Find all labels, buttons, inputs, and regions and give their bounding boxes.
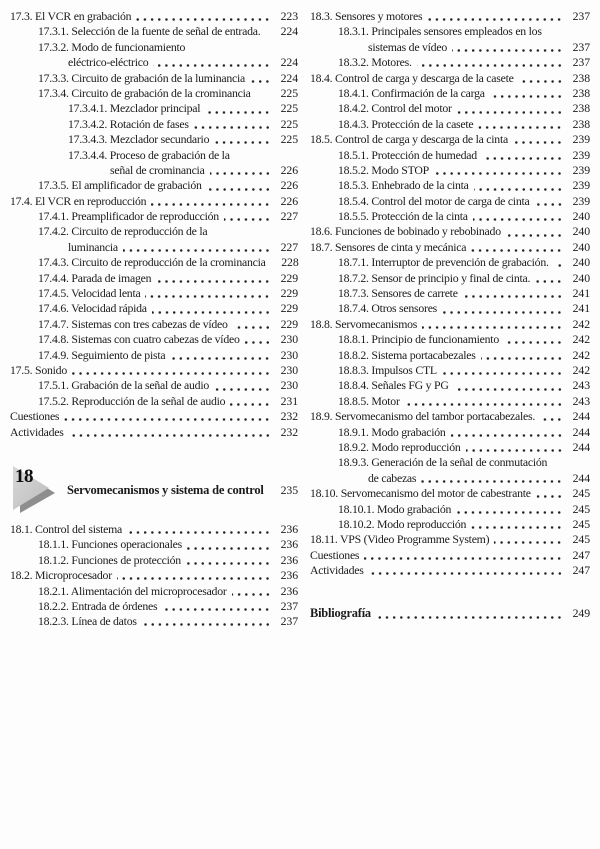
toc-entry-page: 244 (572, 424, 590, 439)
toc-entry-page: 242 (572, 316, 590, 331)
toc-entry-text: 17.3.4.4. Proceso de grabación de la (68, 147, 230, 162)
toc-entry-page: 237 (280, 598, 298, 613)
toc-entry-text: Bibliografía (310, 606, 371, 621)
toc-entry (10, 378, 298, 393)
toc-left-column (10, 9, 298, 849)
toc-entry-page: 238 (572, 85, 590, 100)
toc-entry (10, 537, 298, 552)
toc-entry (310, 409, 590, 424)
leader-dots-icon (151, 194, 272, 209)
toc-entry-page: 245 (572, 501, 590, 516)
toc-entry (310, 24, 590, 39)
toc-entry (310, 240, 590, 255)
leader-dots-icon (554, 255, 564, 270)
toc-entry-page: 226 (280, 162, 298, 177)
leader-dots-icon (145, 286, 272, 301)
toc-entry-text: sistemas de vídeo (368, 39, 447, 54)
toc-entry-text: 18.1. Control del sistema (10, 521, 123, 536)
leader-dots-icon (194, 117, 272, 132)
toc-entry-page: 225 (280, 116, 298, 131)
toc-entry-page: 224 (280, 70, 298, 85)
toc-entry (310, 255, 590, 270)
toc-entry-text: 17.5.2. Reproducción de la señal de audio (38, 393, 226, 408)
toc-entry (310, 563, 590, 578)
toc-entry-text: 17.4.1. Preamplificador de reproducción (38, 209, 219, 224)
leader-dots-icon (478, 117, 564, 132)
leader-dots-icon (519, 71, 564, 86)
toc-entry-text: 18.3.2. Motores. (338, 55, 412, 70)
chapter-title: Servomecanismos y sistema de control (67, 482, 264, 497)
toc-entry (10, 117, 298, 132)
toc-entry (10, 348, 298, 363)
toc-entry-page: 225 (280, 132, 298, 147)
leader-dots-icon (473, 209, 564, 224)
toc-entry-page: 237 (572, 9, 590, 23)
toc-entry (310, 209, 590, 224)
toc-entry-text: 17.4.6. Velocidad rápida (38, 301, 147, 316)
toc-entry-page: 247 (572, 563, 590, 578)
toc-entry-text: de cabezas (368, 470, 417, 485)
chapter-triangle-icon (10, 465, 56, 513)
toc-entry-page: 225 (280, 101, 298, 116)
toc-entry-page: 237 (280, 614, 298, 629)
chapter-page: 235 (280, 482, 298, 497)
leader-dots-icon (452, 40, 564, 55)
toc-entry (310, 148, 590, 163)
toc-entry (310, 517, 590, 532)
leader-dots-icon (471, 517, 564, 532)
toc-entry-page: 243 (572, 393, 590, 408)
toc-entry (10, 40, 298, 55)
toc-entry (10, 614, 298, 629)
toc-entry (10, 55, 298, 70)
toc-entry (10, 71, 298, 86)
leader-dots-icon (64, 409, 272, 424)
leader-dots-icon (466, 440, 564, 455)
leader-dots-icon (256, 86, 272, 101)
toc-entry-text: 17.3.3. Circuito de grabación de la luminancia (38, 70, 246, 85)
leader-dots-icon (369, 563, 564, 578)
toc-entry-page: 239 (572, 132, 590, 147)
toc-entry (10, 255, 298, 270)
toc-entry-page: 240 (572, 270, 590, 285)
toc-entry (10, 101, 298, 116)
toc-entry (310, 348, 590, 363)
toc-entry-text: 18.9.1. Modo grabación (338, 424, 446, 439)
toc-entry-text: 17.3.4.2. Rotación de fases (68, 116, 189, 131)
leader-dots-icon (405, 394, 564, 409)
toc-entry-text: 17.4.9. Seguimiento de pista (38, 347, 166, 362)
leader-dots-icon (376, 606, 564, 621)
leader-dots-icon (214, 132, 272, 147)
toc-entry-page: 239 (572, 147, 590, 162)
toc-entry (310, 286, 590, 301)
toc-entry (310, 440, 590, 455)
toc-entry (10, 224, 298, 239)
toc-entry-page: 245 (572, 532, 590, 547)
leader-dots-icon (265, 24, 272, 39)
toc-entry-text: 17.4.3. Circuito de reproducción de la crominancia (38, 255, 266, 270)
toc-entry-text: 17.3.1. Selección de la fuente de señal de entrada. (38, 24, 261, 39)
toc-entry (310, 9, 590, 24)
toc-entry-text: 18.2.2. Entrada de órdenes (38, 598, 158, 613)
leader-dots-icon (451, 425, 564, 440)
toc-entry (10, 209, 298, 224)
toc-entry (10, 553, 298, 568)
toc-entry-page: 232 (280, 409, 298, 424)
toc-entry-page: 230 (280, 362, 298, 377)
toc-entry (10, 301, 298, 316)
toc-entry-text: 18.4.1. Confirmación de la carga (338, 85, 485, 100)
leader-dots-icon (442, 301, 564, 316)
leader-dots-icon (142, 614, 272, 629)
toc-entry-text: 18.4.3. Protección de la casete (338, 116, 474, 131)
toc-entry-text: 18.5.4. Control del motor de carga de cinta (338, 193, 530, 208)
toc-entry (10, 599, 298, 614)
toc-entry (310, 471, 590, 486)
toc-entry-page: 227 (280, 209, 298, 224)
toc-entry (10, 317, 298, 332)
leader-dots-icon (474, 178, 564, 193)
leader-dots-icon (205, 101, 272, 116)
leader-dots-icon (210, 163, 272, 178)
leader-dots-icon (536, 486, 564, 501)
toc-entry-page: 236 (280, 521, 298, 536)
toc-entry-page: 243 (572, 378, 590, 393)
toc-entry-page: 226 (280, 193, 298, 208)
column-spacer (310, 578, 590, 606)
toc-entry (310, 548, 590, 563)
toc-entry (310, 55, 590, 70)
toc-entry-text: 18.10. Servomecanismo del motor de cabestrante (310, 486, 531, 501)
toc-entry-page: 241 (572, 301, 590, 316)
toc-entry (310, 194, 590, 209)
leader-dots-icon (232, 584, 272, 599)
toc-entry-text: 18.2.1. Alimentación del microprocesador (38, 583, 227, 598)
toc-entry-text: 17.4. El VCR en reproducción (10, 193, 147, 208)
toc-entry-text: 18.10.1. Modo grabación (338, 501, 452, 516)
toc-entry-page: 236 (280, 537, 298, 552)
toc-entry (310, 86, 590, 101)
leader-dots-icon (540, 409, 564, 424)
toc-entry (10, 522, 298, 537)
toc-entry-text: 17.3.4.3. Mezclador secundario (68, 132, 210, 147)
toc-entry-page: 245 (572, 516, 590, 531)
toc-entry-text: Actividades (10, 424, 64, 439)
leader-dots-icon (454, 378, 564, 393)
chapter-heading (10, 465, 298, 513)
toc-right-column (310, 9, 590, 849)
toc-entry-text: 17.3.2. Modo de funcionamiento (38, 39, 186, 54)
toc-entry (10, 9, 298, 24)
toc-entry (10, 332, 298, 347)
toc-entry (310, 301, 590, 316)
leader-dots-icon (417, 55, 564, 70)
toc-entry-page: 244 (572, 470, 590, 485)
toc-entry (10, 86, 298, 101)
toc-entry (10, 178, 298, 193)
toc-entry-text: Cuestiones (10, 409, 60, 424)
leader-dots-icon (156, 271, 272, 286)
leader-dots-icon (72, 363, 272, 378)
toc-entry-text: 18.11. VPS (Video Programme System) (310, 532, 490, 547)
leader-dots-icon (127, 522, 272, 537)
toc-entry-text: 18.4.2. Control del motor (338, 101, 452, 116)
leader-dots-icon (170, 348, 272, 363)
toc-entry-text: 18.5.2. Modo STOP (338, 162, 429, 177)
toc-entry-text: 18.7.4. Otros sensores (338, 301, 438, 316)
toc-entry-page: 229 (280, 270, 298, 285)
toc-entry-text: Cuestiones (310, 547, 360, 562)
toc-entry-text: 18.7. Sensores de cinta y mecánica (310, 239, 467, 254)
leader-dots-icon (504, 332, 564, 347)
toc-entry-text: 18.10.2. Modo reproducción (338, 516, 467, 531)
chapter-number: 18 (15, 465, 33, 487)
toc-entry (310, 71, 590, 86)
leader-dots-icon (494, 532, 564, 547)
toc-entry-text: 17.3.4. Circuito de grabación de la crominancia (38, 85, 251, 100)
toc-entry-text: 18.2.3. Línea de datos (38, 614, 137, 629)
leader-dots-icon (535, 271, 564, 286)
toc-entry-text: 18.5. Control de carga y descarga de la cinta (310, 132, 508, 147)
toc-entry-page: 240 (572, 209, 590, 224)
toc-entry-page: 223 (280, 9, 298, 23)
toc-entry (310, 40, 590, 55)
leader-dots-icon (457, 101, 564, 116)
toc-entry-page: 236 (280, 583, 298, 598)
leader-dots-icon (224, 209, 272, 224)
toc-entry-page: 229 (280, 286, 298, 301)
toc-entry-text: 17.3.5. El amplificador de grabación (38, 178, 202, 193)
toc-entry (310, 378, 590, 393)
toc-entry-page: 242 (572, 362, 590, 377)
leader-dots-icon (456, 502, 564, 517)
toc-entry (10, 148, 298, 163)
toc-entry (310, 502, 590, 517)
leader-dots-icon (250, 71, 272, 86)
toc-entry (310, 132, 590, 147)
leader-dots-icon (421, 471, 564, 486)
leader-dots-icon (463, 286, 564, 301)
toc-entry (10, 363, 298, 378)
toc-entry (10, 568, 298, 583)
toc-entry-page: 237 (572, 55, 590, 70)
toc-entry-text: 18.6. Funciones de bobinado y rebobinado (310, 224, 501, 239)
toc-entry-text: 17.4.5. Velocidad lenta (38, 286, 141, 301)
toc-entry-page: 224 (280, 55, 298, 70)
toc-entry-page: 241 (572, 286, 590, 301)
toc-entry-page: 240 (572, 224, 590, 239)
toc-entry-text: 17.4.7. Sistemas con tres cabezas de vídeo (38, 316, 228, 331)
toc-entry-page: 247 (572, 547, 590, 562)
toc-entry-text: 18.8.4. Señales FG y PG (338, 378, 449, 393)
toc-entry-page: 240 (572, 239, 590, 254)
leader-dots-icon (490, 86, 564, 101)
toc-entry-text: 17.5. Sonido (10, 362, 67, 377)
toc-entry-text: luminancia (68, 239, 118, 254)
toc-entry-text: 18.7.3. Sensores de carrete (338, 286, 458, 301)
toc-entry-page: 240 (572, 255, 590, 270)
toc-entry (310, 317, 590, 332)
leader-dots-icon (123, 240, 272, 255)
toc-entry-text: 17.4.8. Sistemas con cuatro cabezas de vídeo (38, 332, 240, 347)
toc-entry-text: señal de crominancia (110, 162, 205, 177)
leader-dots-icon (422, 317, 564, 332)
toc-entry-text: 18.2. Microprocesador (10, 568, 112, 583)
toc-entry (10, 24, 298, 39)
leader-dots-icon (117, 568, 272, 583)
toc-entry-page: 239 (572, 162, 590, 177)
toc-entry-text: 18.1.1. Funciones operacionales (38, 537, 182, 552)
toc-entry-page: 232 (280, 424, 298, 439)
toc-entry (310, 163, 590, 178)
toc-entry-page: 230 (280, 378, 298, 393)
leader-dots-icon (471, 240, 564, 255)
toc-entry (310, 332, 590, 347)
toc-entry-page: 245 (572, 486, 590, 501)
leader-dots-icon (535, 194, 565, 209)
leader-dots-icon (271, 255, 273, 270)
toc-entry (10, 425, 298, 440)
leader-dots-icon (207, 178, 272, 193)
leader-dots-icon (69, 425, 272, 440)
toc-entry-page: 238 (572, 101, 590, 116)
toc-entry-text: 18.8.2. Sistema portacabezales (338, 347, 476, 362)
toc-entry-page: 230 (280, 347, 298, 362)
toc-entry (10, 271, 298, 286)
toc-entry-page: 244 (572, 409, 590, 424)
leader-dots-icon (434, 163, 564, 178)
toc-entry-page: 226 (280, 178, 298, 193)
toc-entry-page: 244 (572, 439, 590, 454)
toc-entry-text: 18.9.3. Generación de la señal de conmutación (338, 455, 548, 470)
toc-entry-page: 225 (280, 85, 298, 100)
toc-entry-text: 17.5.1. Grabación de la señal de audio (38, 378, 209, 393)
toc-entry-text: 18.4. Control de carga y descarga de la casete (310, 70, 514, 85)
leader-dots-icon (427, 9, 564, 24)
toc-entry-page: 239 (572, 178, 590, 193)
toc-entry (310, 271, 590, 286)
toc-entry-text: 18.5.1. Protección de humedad (338, 147, 477, 162)
toc-entry (10, 584, 298, 599)
toc-entry-text: 18.8. Servomecanismos (310, 316, 418, 331)
chapter-heading-line (67, 480, 298, 498)
toc-entry-text: 17.3. El VCR en grabación (10, 9, 132, 23)
leader-dots-icon (269, 480, 272, 494)
toc-entry-page: 249 (572, 606, 590, 621)
leader-dots-icon (513, 132, 564, 147)
toc-entry (310, 486, 590, 501)
toc-entry (10, 240, 298, 255)
leader-dots-icon (162, 599, 272, 614)
toc-entry (10, 132, 298, 147)
toc-entry (10, 394, 298, 409)
leader-dots-icon (442, 363, 564, 378)
toc-entry (10, 409, 298, 424)
leader-dots-icon (481, 348, 564, 363)
toc-entry-text: 18.3.1. Principales sensores empleados en los (338, 24, 542, 39)
toc-entry-text: 18.5.3. Enhebrado de la cinta (338, 178, 469, 193)
toc-entry (10, 286, 298, 301)
toc-entry-page: 238 (572, 70, 590, 85)
toc-entry-text: eléctrico-eléctrico (68, 55, 149, 70)
toc-entry-text: 18.7.1. Interruptor de prevención de grabación. (338, 255, 549, 270)
leader-dots-icon (245, 332, 272, 347)
toc-entry-page: 242 (572, 347, 590, 362)
toc-entry (310, 178, 590, 193)
toc-entry-text: 18.5.5. Protección de la cinta (338, 209, 468, 224)
toc-entry-page: 224 (280, 24, 298, 39)
toc-entry-page: 227 (280, 239, 298, 254)
toc-entry-page: 236 (280, 568, 298, 583)
toc-entry-text: 18.3. Sensores y motores (310, 9, 423, 23)
toc-entry-page: 228 (281, 255, 299, 270)
toc-entry-page: 239 (572, 193, 590, 208)
toc-entry-page: 230 (280, 332, 298, 347)
toc-entry-text: 18.8.3. Impulsos CTL (338, 362, 437, 377)
toc-entry (310, 455, 590, 470)
toc-entry (310, 363, 590, 378)
toc-entry-text: 17.4.4. Parada de imagen (38, 270, 152, 285)
toc-entry (310, 394, 590, 409)
leader-dots-icon (364, 548, 564, 563)
leader-dots-icon (230, 394, 272, 409)
toc-entry (310, 425, 590, 440)
leader-dots-icon (506, 224, 564, 239)
toc-entry (310, 224, 590, 239)
toc-entry (310, 532, 590, 547)
toc-entry-text: Actividades (310, 563, 364, 578)
toc-entry-text: 18.8.5. Motor (338, 393, 400, 408)
toc-entry-page: 231 (280, 393, 298, 408)
toc-entry-text: 18.1.2. Funciones de protección (38, 552, 181, 567)
toc-entry-page: 236 (280, 552, 298, 567)
toc-entry-text: 18.7.2. Sensor de principio y final de cinta. (338, 270, 531, 285)
toc-entry-page: 229 (280, 301, 298, 316)
toc-entry-page: 242 (572, 332, 590, 347)
toc-entry-text: 17.4.2. Circuito de reproducción de la (38, 224, 208, 239)
toc-entry (310, 606, 590, 621)
toc-entry-text: 18.9. Servomecanismo del tambor portacabezales. (310, 409, 536, 424)
leader-dots-icon (482, 148, 564, 163)
leader-dots-icon (214, 378, 272, 393)
toc-entry-page: 237 (572, 39, 590, 54)
leader-dots-icon (186, 553, 272, 568)
leader-dots-icon (153, 55, 272, 70)
toc-entry-page: 238 (572, 116, 590, 131)
toc-entry (10, 163, 298, 178)
leader-dots-icon (136, 9, 272, 24)
toc-entry-text: 17.3.4.1. Mezclador principal (68, 101, 201, 116)
leader-dots-icon (187, 537, 272, 552)
toc-entry (310, 101, 590, 116)
toc-entry (10, 194, 298, 209)
leader-dots-icon (233, 317, 272, 332)
toc-entry (310, 117, 590, 132)
toc-entry-page: 229 (280, 316, 298, 331)
leader-dots-icon (152, 301, 272, 316)
toc-entry-text: 18.9.2. Modo reproducción (338, 439, 461, 454)
toc-entry-text: 18.8.1. Principio de funcionamiento (338, 332, 499, 347)
